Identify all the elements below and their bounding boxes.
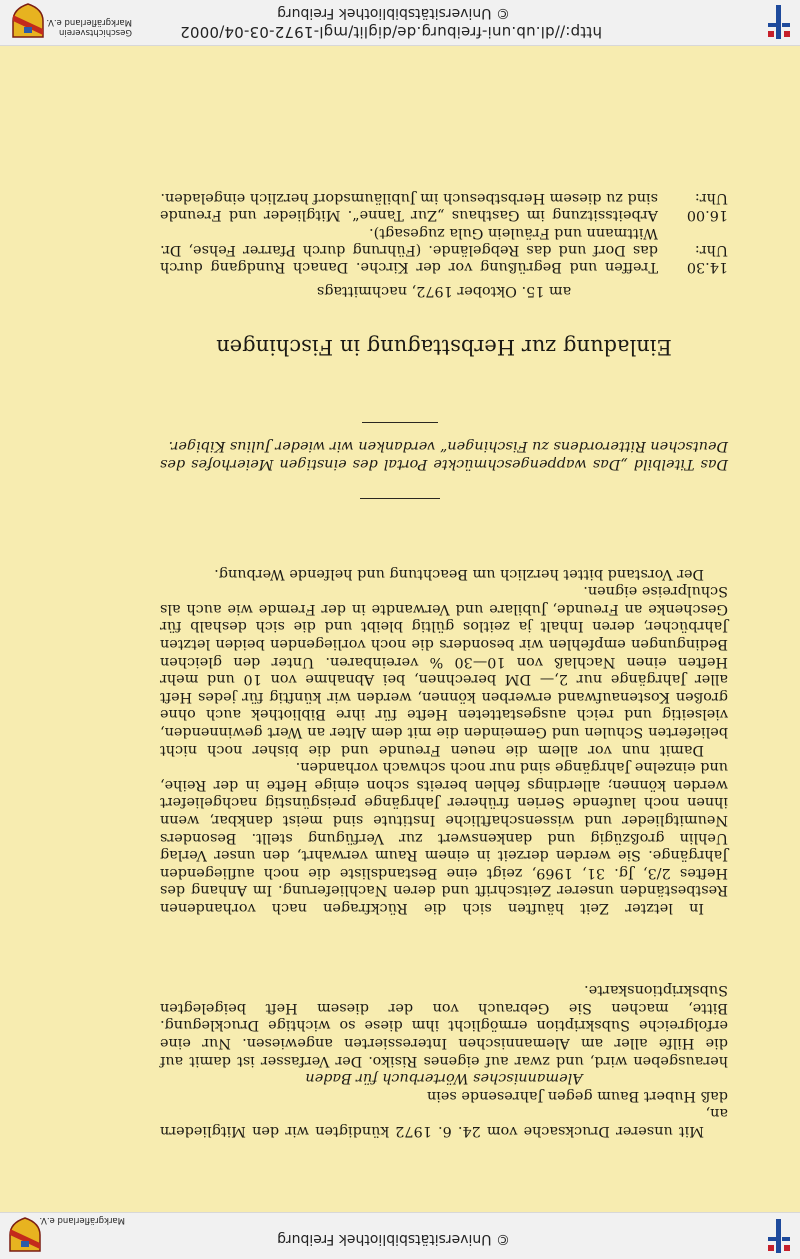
ub-freiburg-logo-icon (768, 5, 790, 39)
book-title: Alemannisches Wörterbuch für Baden (305, 1070, 583, 1087)
society-crest-icon (11, 3, 45, 39)
programme-item (160, 189, 728, 223)
viewer-footer-bar (0, 0, 800, 46)
divider-rule (360, 498, 440, 499)
society-region: Markgräflerland e.V. (46, 17, 132, 27)
viewer-header-bar (0, 1212, 800, 1259)
invitation-date: am 15. Oktober 1972, nachmittags (316, 283, 572, 299)
cover-caption: Das Titelbild „Das wappengeschmückte Portal des einstigen Meierhofes des Deutschen Ritterordens zu Fischingen“ verdanken wir wieder Julius Kibiger. (160, 438, 728, 472)
ub-freiburg-logo-icon (768, 1219, 790, 1253)
price-paragraph: Damit nun vor allem die neuen Freunde und die bisher noch nicht belieferten Schulen und Gemeinden die mit dem Alter an Wert gewinnenden, vielseitig und reich ausgestatteten Hefte für ihre Bibliothek auch ohne großen Kostenaufwand erwerben können, werden wir künftig für jedes Heft aller Jahrgänge nur 2,— DM berechnen, bei Abnahme von 10 und mehr Heften einen Nachlaß von 10—30 % vereinbaren. Unter den gleichen Bedingungen empfehlen wir besonders die noch vorliegenden beiden letzten Jahrbücher, deren Inhalt ja zeitlos gültig bleibt und die sich deshalb für Geschenke an Freunde, Jubilare und Verwandte in der Fremde wie auch als Schulpreise eignen. (160, 583, 728, 758)
programme-text: Arbeitssitzung im Gasthaus „Zur Tanne“. Mitglieder und Freunde sind zu diesem Herbstbesuch im Jubiläumsdorf herzlich eingeladen. (160, 190, 658, 224)
programme-item (160, 223, 728, 275)
notice-body: herausgeben wird, und zwar auf eigenes Risiko. Der Verfasser ist damit auf die Hilfe aller am Alemannischen Interessierten angewiesen. Nur eine erfolgreiche Subskription ermöglicht ihm diese so wichtige Drucklegung. Bitte, machen Sie Gebrauch von der diesem Heft beigelegten Subskriptionskarte. (160, 982, 728, 1069)
dictionary-notice (160, 981, 728, 1139)
society-crest-icon (8, 1217, 42, 1253)
back-issues-section (160, 564, 728, 916)
copyright-text: © Universitätsbibliothek Freiburg (277, 5, 510, 21)
programme-time: 16.00 Uhr: (686, 190, 728, 224)
programme-time: 14.30 Uhr: (686, 241, 728, 275)
invitation-title: Einladung zur Herbsttagung in Fischingen (216, 335, 672, 359)
programme-text: Treffen und Begrüßung vor der Kirche. Danach Rundgang durch das Dorf und das Rebgelände. (Führung durch Pfarrer Fehse, Dr. Wittmann und Fräulein Gula zugesagt). (160, 224, 658, 275)
back-issues-paragraph: In letzter Zeit häuften sich die Rückfragen nach vorhandenen Restbeständen unserer Zeitschrift und deren Nachlieferung. Im Anhang des Heftes 2/3, Jg. 31, 1969, zeigt eine Bestandsliste die noch aufliegenden Jahrgänge. Sie werden derzeit in einem Raum verwahrt, den unser Verlag Uehlin großzügig und dankenswert zur Verfügung stellt. Besonders Neumitglieder und wissenschaftliche Institute sind meist dankbar, wenn ihnen noch laufende Serien früherer Jahrgänge preisgünstig nachgeliefert werden können; allerdings fehlen bereits schon einige Hefte in der Reihe, und einzelne Jahrgänge sind nur noch schwach vorhanden. (160, 759, 728, 916)
board-request: Der Vorstand bittet herzlich um Beachtung und helfende Werbung. (214, 565, 704, 582)
invitation-programme (160, 189, 728, 275)
society-name: Geschichtsverein (58, 27, 132, 37)
divider-rule (362, 422, 438, 423)
document-url[interactable]: http://dl.ub.uni-freiburg.de/diglit/mgl-1972-03-04/0002 (180, 23, 602, 41)
society-name: Markgräflerland e.V. (39, 1215, 125, 1225)
notice-intro: Mit unserer Drucksache vom 24. 6. 1972 kündigten wir den Mitgliedern an, (160, 1105, 728, 1139)
notice-line: daß Hubert Baum gegen Jahresende sein (427, 1087, 728, 1104)
copyright-text: © Universitätsbibliothek Freiburg (277, 1231, 510, 1247)
